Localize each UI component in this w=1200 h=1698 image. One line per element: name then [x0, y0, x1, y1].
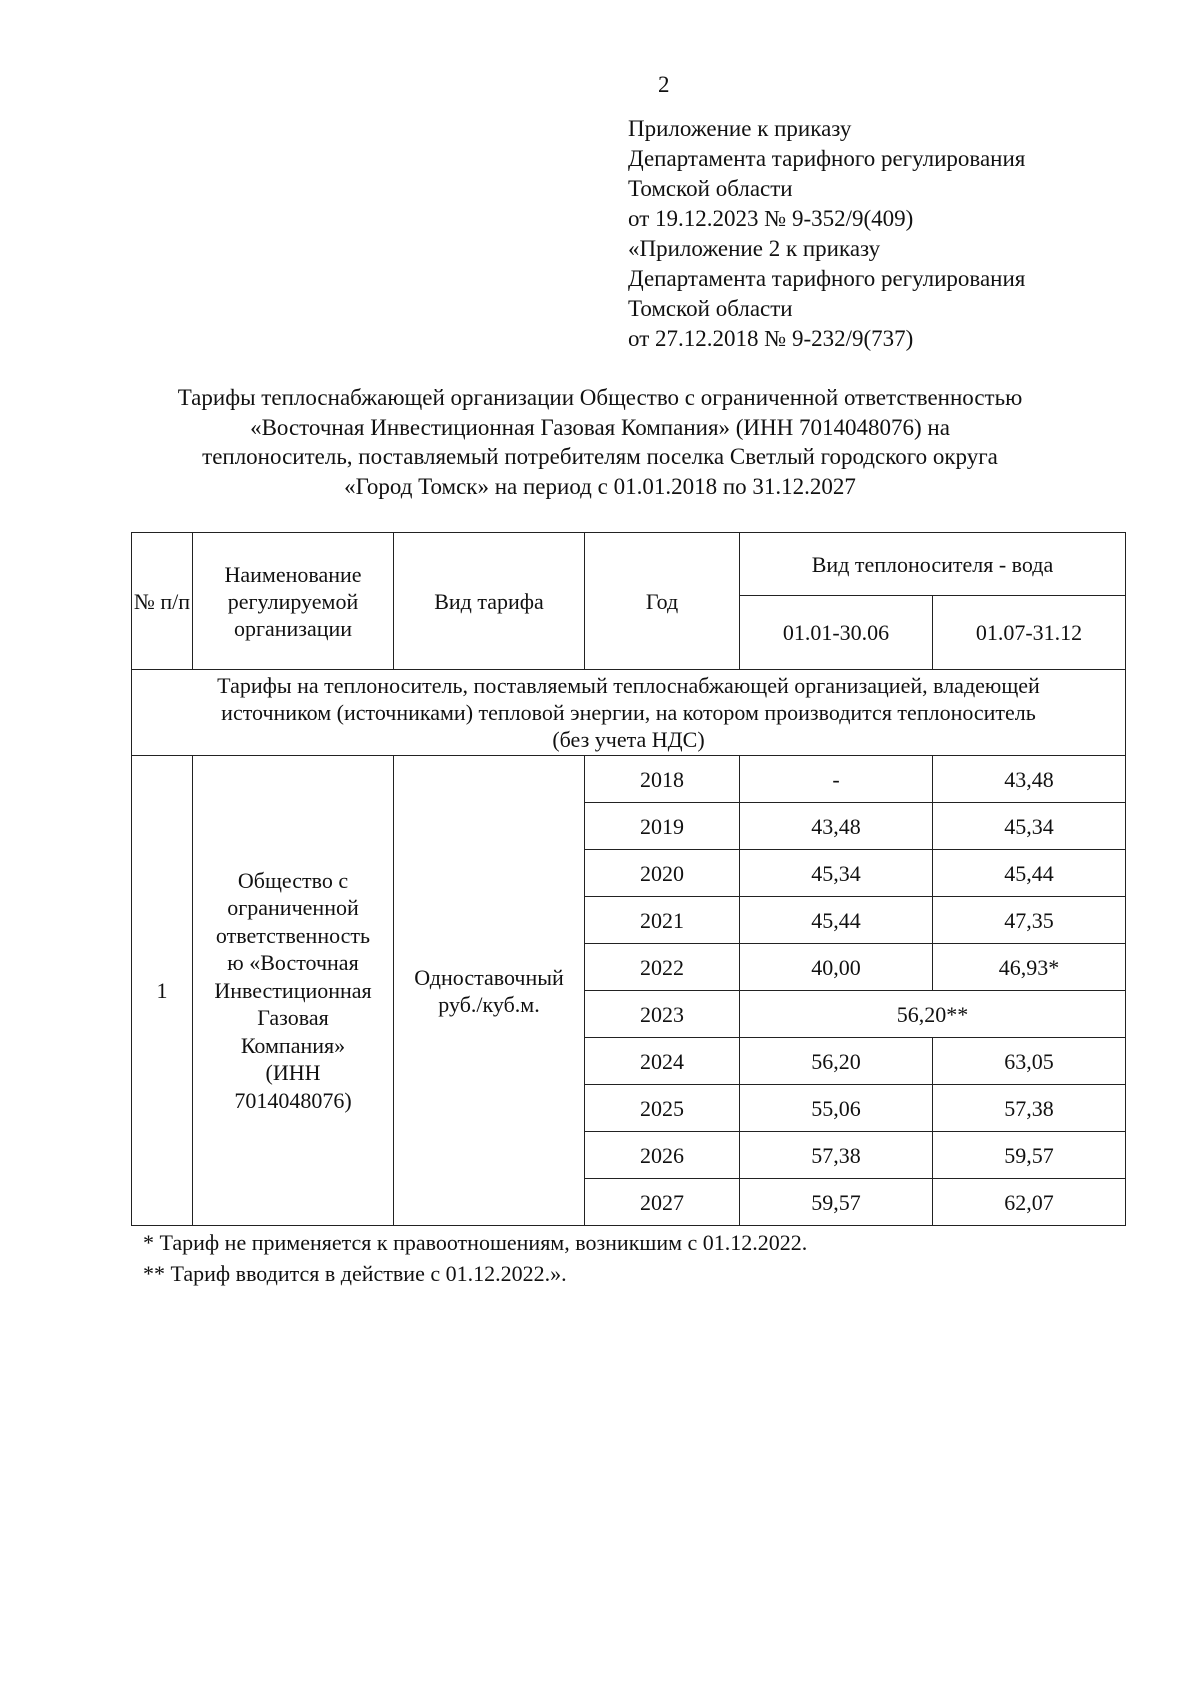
year-cell: 2027	[585, 1179, 740, 1226]
tariff-line: Одноставочный	[414, 964, 564, 990]
org-line: ответственность	[215, 922, 371, 948]
period-2-value: 43,48	[933, 756, 1126, 803]
header-tariff-type: Вид тарифа	[394, 533, 585, 670]
year-cell: 2026	[585, 1132, 740, 1179]
period-1-value: 59,57	[740, 1179, 933, 1226]
section-line: Тарифы на теплоноситель, поставляемый теплоснабжающей организацией, владеющей	[217, 673, 1040, 698]
period-1-value: 43,48	[740, 803, 933, 850]
period-1-value: 57,38	[740, 1132, 933, 1179]
tariff-type-cell	[394, 756, 585, 1226]
org-line: (ИНН	[265, 1060, 321, 1086]
period-1-value: -	[740, 756, 933, 803]
period-1-value: 40,00	[740, 944, 933, 991]
document-title	[120, 383, 1080, 501]
page-number: 2	[658, 72, 670, 97]
merged-value: 56,20**	[740, 991, 1126, 1038]
header-org-name: Наименование регулируемой организации	[193, 533, 394, 670]
period-2-value: 63,05	[933, 1038, 1126, 1085]
footnotes	[143, 1227, 807, 1289]
period-2-value: 46,93*	[933, 944, 1126, 991]
period-1-value: 56,20	[740, 1038, 933, 1085]
org-line: Инвестиционная	[214, 977, 372, 1003]
year-cell: 2021	[585, 897, 740, 944]
appendix-line: Департамента тарифного регулирования	[628, 266, 1026, 291]
section-caption	[132, 670, 1126, 756]
org-line: ю «Восточная	[227, 950, 359, 976]
section-line: источником (источниками) тепловой энергии, на котором производится теплоноситель	[221, 700, 1036, 725]
title-line: Тарифы теплоснабжающей организации Общество с ограниченной ответственностью	[177, 385, 1023, 410]
year-cell: 2020	[585, 850, 740, 897]
header-period-1: 01.01-30.06	[740, 596, 933, 670]
appendix-line: от 27.12.2018 № 9-232/9(737)	[628, 326, 914, 351]
period-2-value: 59,57	[933, 1132, 1126, 1179]
header-num: № п/п	[132, 533, 193, 670]
period-2-value: 57,38	[933, 1085, 1126, 1132]
org-name-cell	[193, 756, 394, 1226]
year-cell: 2023	[585, 991, 740, 1038]
period-1-value: 55,06	[740, 1085, 933, 1132]
tariff-table	[131, 532, 1126, 1226]
year-cell: 2019	[585, 803, 740, 850]
org-line: ограниченной	[227, 895, 359, 921]
appendix-line: от 19.12.2023 № 9-352/9(409)	[628, 206, 914, 231]
row-number: 1	[132, 756, 193, 1226]
year-cell: 2024	[585, 1038, 740, 1085]
appendix-line: Томской области	[628, 176, 793, 201]
period-2-value: 47,35	[933, 897, 1126, 944]
org-line: 7014048076)	[234, 1087, 352, 1113]
table-row	[132, 756, 1126, 803]
title-line: «Город Томск» на период с 01.01.2018 по 31.12.2027	[344, 473, 856, 499]
section-line: (без учета НДС)	[552, 727, 705, 752]
header-period-2: 01.07-31.12	[933, 596, 1126, 670]
section-row	[132, 670, 1126, 756]
footnote: ** Тариф вводится в действие с 01.12.2022.».	[143, 1261, 567, 1286]
appendix-line: Департамента тарифного регулирования	[628, 146, 1026, 171]
appendix-reference	[628, 114, 1025, 354]
period-2-value: 45,34	[933, 803, 1126, 850]
header-carrier: Вид теплоносителя - вода	[740, 533, 1126, 596]
period-2-value: 45,44	[933, 850, 1126, 897]
period-1-value: 45,44	[740, 897, 933, 944]
title-line: «Восточная Инвестиционная Газовая Компания» (ИНН 7014048076) на	[250, 414, 950, 440]
table-header-row	[132, 533, 1126, 596]
year-cell: 2022	[585, 944, 740, 991]
appendix-line: Приложение к приказу	[628, 116, 852, 141]
appendix-line: Томской области	[628, 296, 793, 321]
year-cell: 2025	[585, 1085, 740, 1132]
org-line: Газовая	[257, 1005, 329, 1031]
appendix-line: «Приложение 2 к приказу	[628, 236, 881, 261]
period-1-value: 45,34	[740, 850, 933, 897]
footnote: * Тариф не применяется к правоотношениям, возникшим с 01.12.2022.	[143, 1230, 808, 1255]
org-line: Компания»	[240, 1032, 346, 1058]
tariff-line: руб./куб.м.	[438, 991, 540, 1017]
title-line: теплоноситель, поставляемый потребителям поселка Светлый городского округа	[202, 444, 998, 469]
period-2-value: 62,07	[933, 1179, 1126, 1226]
org-line: Общество с	[237, 867, 349, 893]
year-cell: 2018	[585, 756, 740, 803]
header-year: Год	[585, 533, 740, 670]
